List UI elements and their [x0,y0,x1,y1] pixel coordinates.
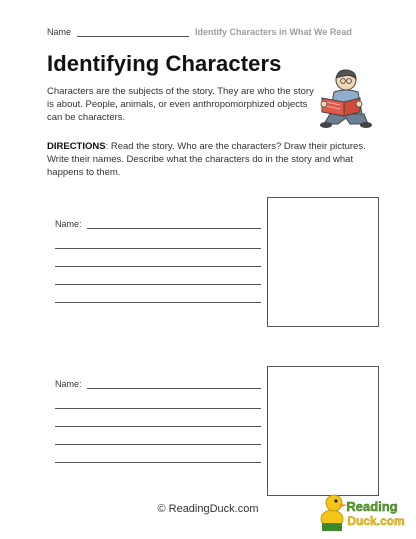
name-field-label: Name: [55,219,82,229]
description-line[interactable] [55,426,261,427]
header-row [47,27,367,41]
description-line[interactable] [55,248,261,249]
description-line[interactable] [55,444,261,445]
description-line[interactable] [55,408,261,409]
description-line[interactable] [55,302,261,303]
header-name-blank [77,36,189,37]
description-line[interactable] [55,462,261,463]
header-name-label: Name [47,27,72,37]
header-title: Identify Characters in What We Read [195,27,352,37]
character-block-1 [55,218,265,303]
name-row [55,378,265,391]
drawing-box-2[interactable] [267,366,379,496]
character-block-2 [55,378,265,463]
page-title: Identifying Characters [47,51,282,76]
intro-paragraph: Characters are the subjects of the story. They are who the story is about. People, animals, or even anthropomorphized objects can be characters. [47,86,314,123]
reading-duck-logo [318,489,408,533]
logo-text-line2: Duck.com [347,514,405,528]
child-reading-book-icon [316,68,376,130]
name-field-label: Name: [55,379,82,389]
directions-paragraph [47,140,377,179]
name-row [55,218,265,231]
name-write-line[interactable] [87,228,261,229]
drawing-box-1[interactable] [267,197,379,327]
description-line[interactable] [55,284,261,285]
directions-text: : Read the story. Who are the characters? Draw their pictures. Write their names. Describe what the characters do in the story and what happens to them. [47,141,366,178]
footer-text: © ReadingDuck.com [157,503,259,515]
logo-text-line1: Reading [346,499,398,514]
directions-label: DIRECTIONS [47,141,106,152]
name-write-line[interactable] [87,388,261,389]
description-line[interactable] [55,266,261,267]
